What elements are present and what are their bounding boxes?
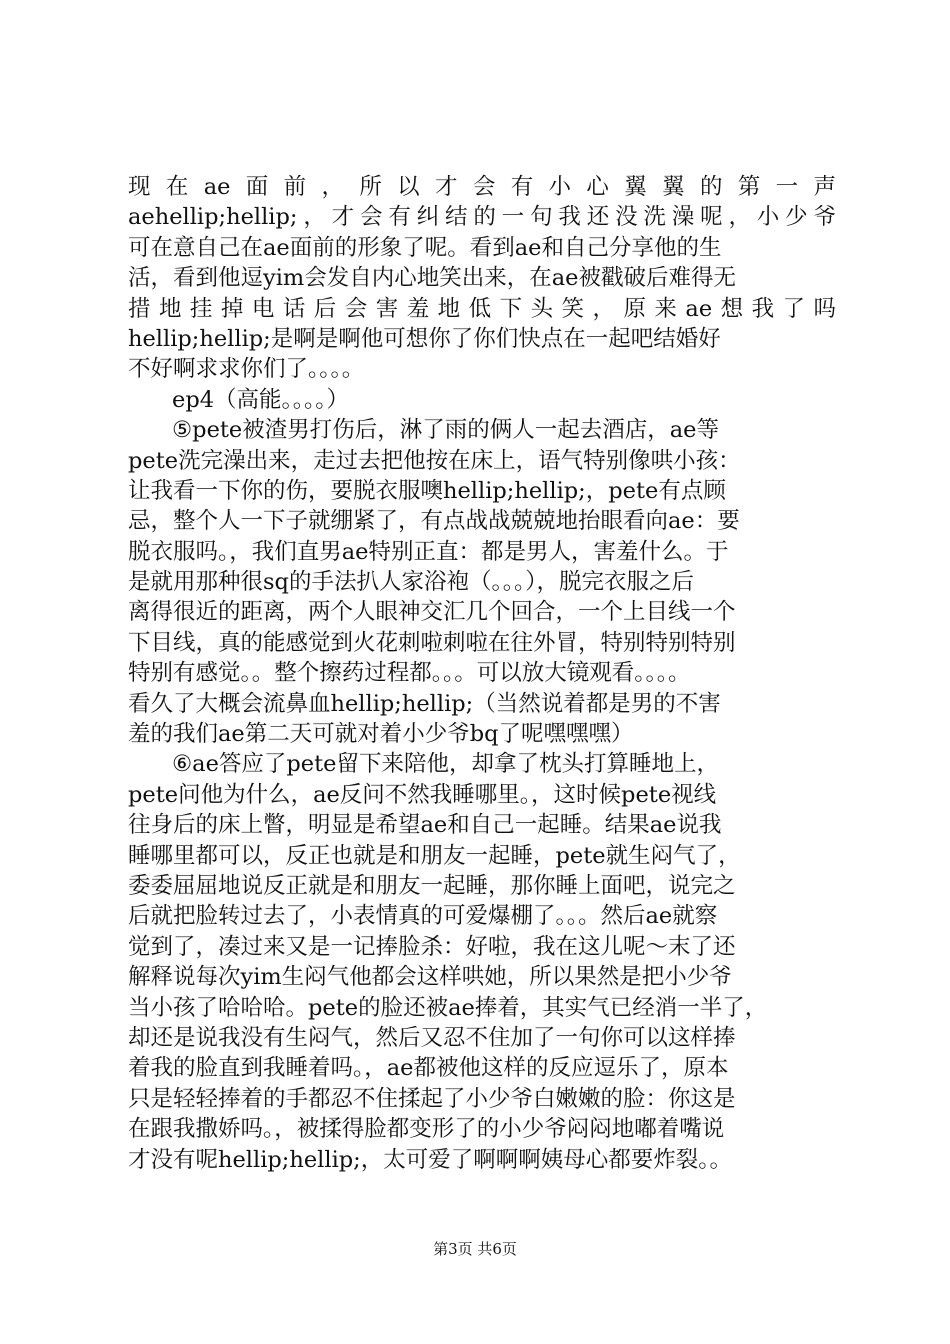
- text-line: 下目线，真的能感觉到火花刺啦刺啦在往外冒，特别特别特别: [128, 629, 736, 656]
- text-line: 可在意自己在ae面前的形象了呢。看到ae和自己分享他的生: [128, 234, 722, 261]
- text-line: aehellip;hellip;，才会有纠结的一句我还没洗澡呢，小少爷: [128, 204, 836, 231]
- text-line: 看久了大概会流鼻血hellip;hellip;（当然说着都是男的不害: [128, 690, 721, 717]
- text-line: 在跟我撒娇吗。，被揉得脸都变形了的小少爷闷闷地嘟着嘴说: [128, 1116, 725, 1143]
- text-line: 着我的脸直到我睡着吗。，ae都被他这样的反应逗乐了，原本: [128, 1055, 729, 1082]
- text-line: ⑥ae答应了pete留下来陪他，却拿了枕头打算睡地上，: [172, 751, 719, 778]
- text-line: 后就把脸转过去了，小表情真的可爱爆棚了。。。然后ae就察: [128, 903, 718, 930]
- text-line: 特别有感觉。。整个擦药过程都。。。可以放大镜观看。。。。: [128, 660, 691, 687]
- text-line: pete问他为什么，ae反问不然我睡哪里。，这时候pete视线: [128, 781, 717, 808]
- text-line: ⑤pete被渣男打伤后，淋了雨的俩人一起去酒店，ae等: [172, 417, 719, 444]
- text-line: 觉到了，凑过来又是一记捧脸杀：好啦，我在这儿呢～末了还: [128, 933, 736, 960]
- text-line: 却还是说我没有生闷气，然后又忍不住加了一句你可以这样捧: [128, 1024, 736, 1051]
- document-body: [128, 172, 836, 1175]
- text-line: 让我看一下你的伤，要脱衣服噢hellip;hellip;，pete有点顾: [128, 477, 726, 504]
- text-line: 只是轻轻捧着的手都忍不住揉起了小少爷白嫩嫩的脸：你这是: [128, 1085, 736, 1112]
- text-line: 措地挂掉电话后会害羞地低下头笑，原来ae想我了吗: [128, 295, 836, 322]
- text-line: 是就用那种很sq的手法扒人家浴袍（。。。），脱完衣服之后: [128, 569, 694, 596]
- text-line: 才没有呢hellip;hellip;，太可爱了啊啊啊姨母心都要炸裂。。: [128, 1146, 733, 1173]
- text-line: 委委屈屈地说反正就是和朋友一起睡，那你睡上面吧，说完之: [128, 872, 736, 899]
- text-line: 解释说每次yim生闷气他都会这样哄她，所以果然是把小少爷: [128, 964, 732, 991]
- text-line: 脱衣服吗。，我们直男ae特别正直：都是男人，害羞什么。于: [128, 538, 729, 565]
- text-line: 活，看到他逗yim会发自内心地笑出来，在ae被戳破后难得无: [128, 265, 736, 292]
- text-line: hellip;hellip;是啊是啊他可想你了你们快点在一起吧结婚好: [128, 325, 721, 352]
- text-line: 现在ae面前，所以才会有小心翼翼的第一声: [128, 174, 836, 200]
- text-line: 睡哪里都可以，反正也就是和朋友一起睡，pete就生闷气了，: [128, 842, 741, 869]
- text-line: 忌，整个人一下子就绷紧了，有点战战兢兢地抬眼看向ae：要: [128, 508, 740, 535]
- section-heading: ep4（高能。。。。）: [172, 386, 350, 413]
- text-line: 离得很近的距离，两个人眼神交汇几个回合，一个上目线一个: [128, 599, 736, 626]
- text-line: 羞的我们ae第二天可就对着小少爷bq了呢嘿嘿嘿）: [128, 721, 634, 748]
- page-number-footer: 第3页 共6页: [433, 1240, 517, 1258]
- text-line: 不好啊求求你们了。。。。: [128, 356, 365, 383]
- text-line: 往身后的床上瞥，明显是希望ae和自己一起睡。结果ae说我: [128, 812, 722, 839]
- text-line: 当小孩了哈哈哈。pete的脸还被ae捧着，其实气已经消一半了，: [128, 994, 768, 1021]
- text-line: pete洗完澡出来，走过去把他按在床上，语气特别像哄小孩：: [128, 447, 741, 474]
